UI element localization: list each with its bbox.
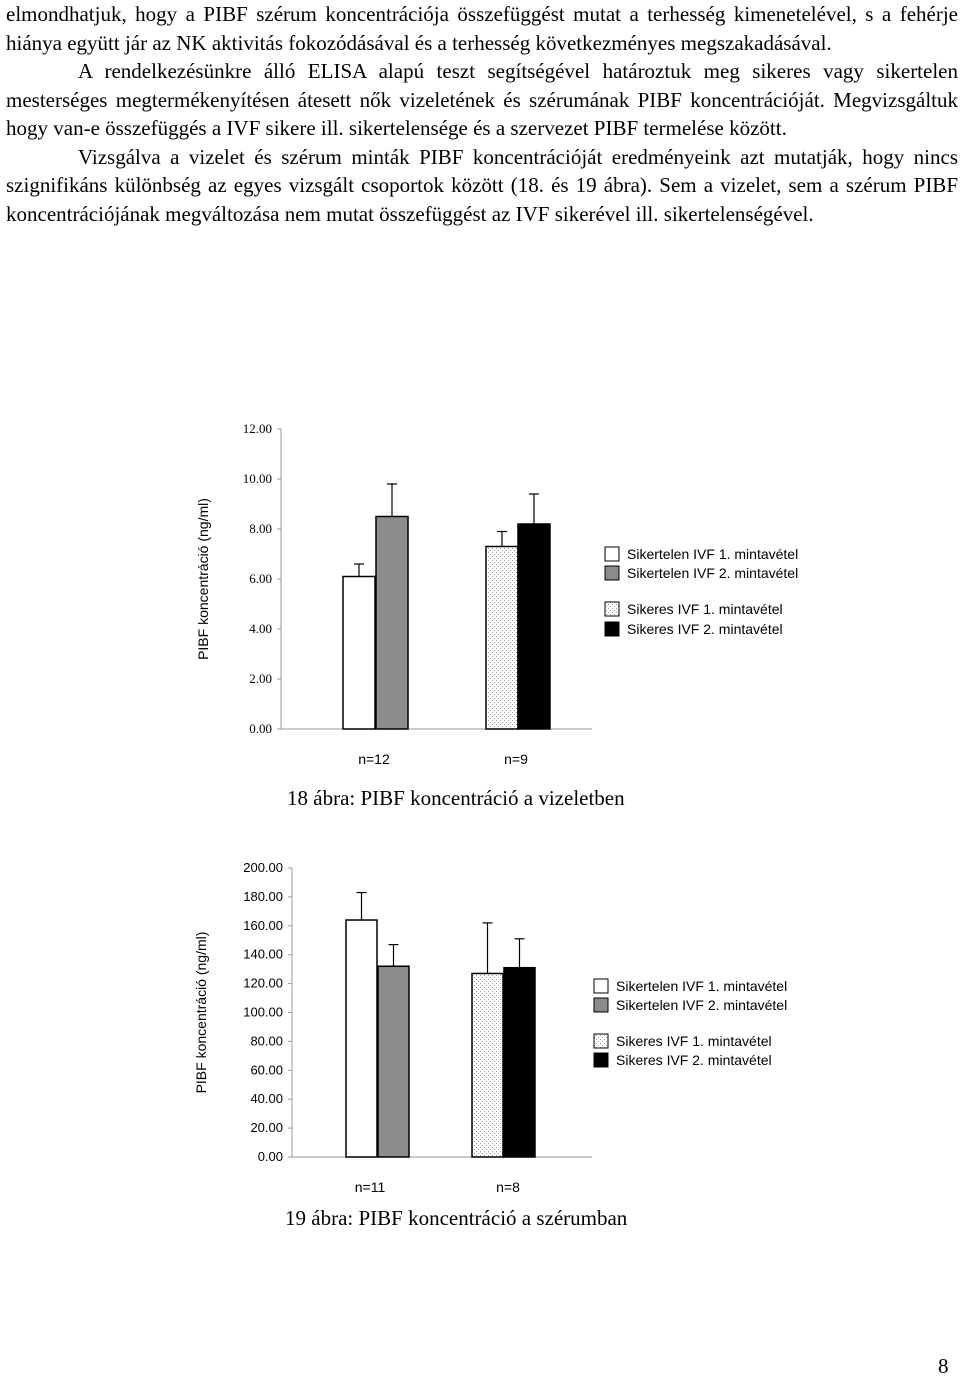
paragraph-1: elmondhatjuk, hogy a PIBF szérum koncentrációja összefüggést mutat a terhesség kimenetelével, s a fehérje hiánya együtt jár az NK aktivitás fokozódásával és a terhesség következményes megszakadásával.: [6, 2, 958, 55]
group-label: n=12: [358, 751, 390, 767]
legend-swatch-4: [605, 622, 619, 636]
group-label: n=11: [354, 1179, 386, 1195]
bar-2: [376, 517, 408, 730]
legend-label-3: Sikeres IVF 1. mintavétel: [616, 1033, 772, 1049]
y-tick-label: 8.00: [249, 521, 272, 536]
y-tick-label: 100.00: [243, 1004, 283, 1020]
bar-1: [343, 577, 375, 730]
legend-label-3: Sikeres IVF 1. mintavétel: [627, 601, 783, 617]
bar-4: [518, 524, 550, 729]
y-axis-label: PIBF koncentráció (ng/ml): [193, 931, 209, 1094]
y-tick-label: 180.00: [243, 888, 283, 904]
bar-3: [486, 547, 518, 730]
legend-label-1: Sikertelen IVF 1. mintavétel: [627, 546, 799, 562]
page-number: 8: [938, 1354, 949, 1378]
legend-label-4: Sikeres IVF 2. mintavétel: [616, 1052, 772, 1068]
legend-swatch-3: [594, 1034, 608, 1048]
figure-19-serum-chart: [0, 855, 960, 1255]
y-tick-label: 2.00: [249, 671, 272, 686]
legend-swatch-2: [605, 566, 619, 580]
y-tick-label: 40.00: [250, 1091, 283, 1107]
bar-4: [504, 968, 535, 1157]
body-text: [6, 0, 958, 228]
y-tick-label: 4.00: [249, 621, 272, 636]
y-tick-label: 10.00: [242, 471, 272, 486]
bar-2: [378, 966, 409, 1157]
y-tick-label: 0.00: [257, 1149, 283, 1164]
figure-18-urine-chart: [0, 420, 960, 820]
group-label: n=8: [496, 1179, 520, 1195]
y-tick-label: 60.00: [250, 1062, 283, 1078]
legend-swatch-2: [594, 998, 608, 1012]
y-tick-label: 20.00: [250, 1120, 283, 1136]
legend-swatch-4: [594, 1053, 608, 1067]
paragraph-3: Vizsgálva a vizelet és szérum minták PIBF koncentrációját eredményeink azt mutatják, hogy nincs szignifikáns különbség az egyes vizsgált csoportok között (18. és 19 ábra). Sem a vizelet, sem a szérum PIBF koncentrációjának megváltozása nem mutat összefüggést az IVF sikerével ill. sikertelenségével.: [6, 144, 958, 226]
figure-caption: 18 ábra: PIBF koncentráció a vizeletben: [287, 786, 625, 810]
group-label: n=9: [504, 751, 528, 767]
y-tick-label: 80.00: [250, 1033, 283, 1049]
bar-3: [472, 973, 503, 1157]
legend-swatch-1: [605, 547, 619, 561]
bar-1: [346, 920, 377, 1157]
y-axis-label: PIBF koncentráció (ng/ml): [195, 498, 211, 660]
y-tick-label: 12.00: [242, 421, 272, 436]
legend-label-2: Sikertelen IVF 2. mintavétel: [616, 997, 788, 1013]
y-tick-label: 160.00: [243, 917, 283, 933]
y-tick-label: 120.00: [243, 975, 283, 991]
y-tick-label: 200.00: [243, 860, 283, 875]
legend-label-1: Sikertelen IVF 1. mintavétel: [616, 978, 788, 994]
y-tick-label: 6.00: [249, 571, 272, 586]
legend-label-4: Sikeres IVF 2. mintavétel: [627, 621, 783, 637]
legend-label-2: Sikertelen IVF 2. mintavétel: [627, 565, 799, 581]
y-tick-label: 0.00: [249, 721, 272, 736]
legend-swatch-3: [605, 602, 619, 616]
figure-caption: 19 ábra: PIBF koncentráció a szérumban: [285, 1206, 628, 1230]
legend-swatch-1: [594, 979, 608, 993]
y-tick-label: 140.00: [243, 946, 283, 962]
paragraph-2: A rendelkezésünkre álló ELISA alapú teszt segítségével határoztuk meg sikeres vagy sikertelen mesterséges megtermékenyítésen átesett nők vizeletének és szérumának PIBF koncentrációját. Megvizsgáltuk hogy van-e összefüggés a IVF sikere ill. sikertelensége és a szervezet PIBF termelése között.: [6, 59, 958, 140]
